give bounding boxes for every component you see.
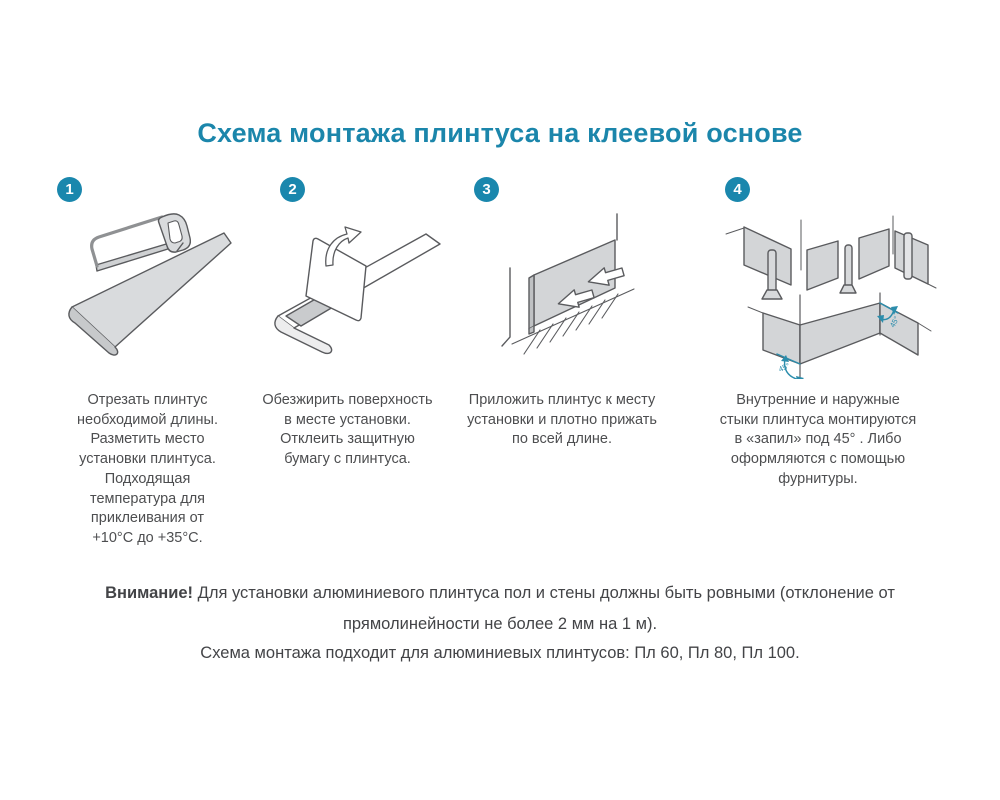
corner-fitting-post xyxy=(768,250,776,292)
step-4-number-badge: 4 xyxy=(725,177,750,202)
step-3 xyxy=(452,172,672,450)
angle-label: 45° xyxy=(777,360,792,374)
angle-label: 45° xyxy=(887,314,902,329)
plinth-end-cap xyxy=(529,275,534,329)
corner-fitting-post xyxy=(845,245,852,287)
page-title: Схема монтажа плинтуса на клеевой основе xyxy=(197,118,803,148)
step-2 xyxy=(250,172,445,470)
compatibility-note: Схема монтажа подходит для алюминиевых плинтусов: Пл 60, Пл 80, Пл 100. xyxy=(200,644,800,662)
plinth-run xyxy=(800,303,880,364)
hacksaw-cutting-plinth-icon xyxy=(55,204,240,379)
step-4 xyxy=(698,172,938,490)
inserted-fitting xyxy=(904,233,912,279)
step-2-number-badge: 2 xyxy=(280,177,305,202)
warning-text: Для установки алюминиевого плинтуса пол и стены должны быть ровными (отклонение от прямолинейности не более 2 мм на 1 м). xyxy=(197,584,895,633)
step-3-number-badge: 3 xyxy=(474,177,499,202)
step-2-caption: Обезжирить поверхность в месте установки. Отклеить защитную бумагу с плинтуса. xyxy=(262,392,433,468)
step-3-caption: Приложить плинтус к месту установки и плотно прижать по всей длине. xyxy=(467,392,657,448)
plinth-run xyxy=(880,303,918,355)
step-1 xyxy=(55,172,240,549)
corner-joint-icon xyxy=(698,204,938,379)
warning-label: Внимание! xyxy=(105,584,194,602)
peeling-paper-icon xyxy=(250,204,445,379)
warning-note xyxy=(70,578,930,639)
wall-corner-line xyxy=(502,268,510,346)
step-4-caption: Внутренние и наружные стыки плинтуса монтируются в «запил» под 45° . Либо оформляются с помощью фурнитуры. xyxy=(719,392,917,487)
step-1-caption: Отрезать плинтус необходимой длины. Разметить место установки плинтуса. Подходящая температура для приклеивания от +10°С до +35°С. xyxy=(77,392,218,547)
plinth-segment xyxy=(807,241,838,290)
plinth-segment xyxy=(859,229,889,279)
press-to-wall-icon xyxy=(452,204,672,379)
step-1-number-badge: 1 xyxy=(57,177,82,202)
